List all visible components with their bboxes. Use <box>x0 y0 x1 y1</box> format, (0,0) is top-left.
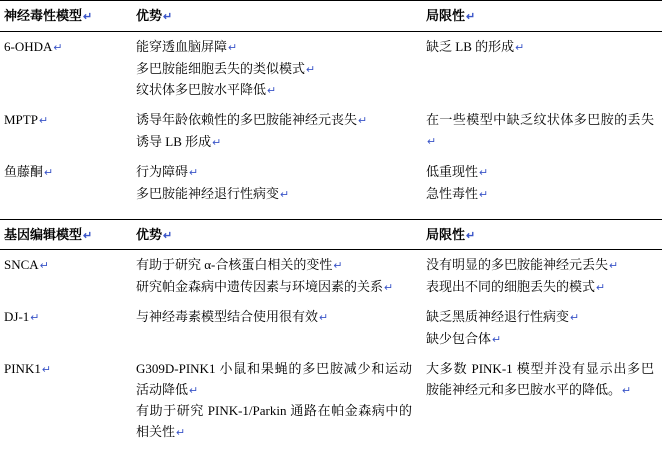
pilcrow-mark: ↵ <box>384 282 394 295</box>
cell-advantages <box>130 354 420 448</box>
pilcrow-mark: ↵ <box>189 166 199 179</box>
pilcrow-mark: ↵ <box>163 229 173 242</box>
pilcrow-mark: ↵ <box>176 427 186 440</box>
column-header-limitations <box>420 1 662 32</box>
advantage-text: 行为障碍 <box>136 163 189 179</box>
pilcrow-mark: ↵ <box>212 137 222 150</box>
limitation-text: 低重现性 <box>426 163 479 179</box>
cell-limitations <box>420 302 662 354</box>
model-name: DJ-1 <box>4 308 30 324</box>
limitation-text: 缺乏 LB 的形成 <box>426 38 515 54</box>
cell-limitations <box>420 157 662 209</box>
pilcrow-mark: ↵ <box>44 166 54 179</box>
column-header-model <box>0 1 130 32</box>
table-row <box>0 354 662 448</box>
cell-model <box>0 250 130 302</box>
model-name: MPTP <box>4 112 38 128</box>
pilcrow-mark: ↵ <box>479 188 489 201</box>
table-row <box>0 31 662 105</box>
pilcrow-mark: ↵ <box>53 41 63 54</box>
cell-limitations <box>420 31 662 105</box>
advantage-text: 纹状体多巴胺水平降低 <box>136 82 267 98</box>
table-row <box>0 157 662 209</box>
pilcrow-mark: ↵ <box>30 311 40 324</box>
table-gap <box>0 209 662 219</box>
pilcrow-mark: ↵ <box>319 311 329 324</box>
model-name: PINK1 <box>4 360 41 376</box>
pilcrow-mark: ↵ <box>41 363 52 376</box>
advantage-text: 诱导年龄依赖性的多巴胺能神经元丧失 <box>136 112 358 128</box>
pilcrow-mark: ↵ <box>466 11 476 23</box>
pilcrow-mark: ↵ <box>479 166 489 179</box>
cell-advantages <box>130 157 420 209</box>
advantage-text: 多巴胺能细胞丢失的类似模式 <box>136 60 306 76</box>
advantage-text: 有助于研究 α-合核蛋白相关的变性 <box>136 257 333 273</box>
header-text: 优势 <box>136 226 163 242</box>
cell-model <box>0 302 130 354</box>
header-text: 神经毒性模型 <box>4 8 83 23</box>
gene-edit-model-table <box>0 219 662 448</box>
table-header-row <box>0 1 662 32</box>
column-header-advantages <box>130 1 420 32</box>
pilcrow-mark: ↵ <box>570 311 580 324</box>
pilcrow-mark: ↵ <box>280 188 290 201</box>
header-text: 局限性 <box>426 226 466 242</box>
header-text: 基因编辑模型 <box>4 226 83 242</box>
pilcrow-mark: ↵ <box>515 41 525 54</box>
limitation-text: 没有明显的多巴胺能神经元丢失 <box>426 257 609 273</box>
advantage-text: 多巴胺能神经退行性病变 <box>136 185 280 201</box>
pilcrow-mark: ↵ <box>83 229 93 242</box>
cell-advantages <box>130 105 420 157</box>
cell-limitations <box>420 354 662 448</box>
advantage-text: 与神经毒素模型结合使用很有效 <box>136 308 319 324</box>
cell-advantages <box>130 31 420 105</box>
pilcrow-mark: ↵ <box>189 384 199 397</box>
cell-model <box>0 157 130 209</box>
neurotoxin-model-table <box>0 0 662 209</box>
model-name: 6-OHDA <box>4 38 53 54</box>
cell-model <box>0 31 130 105</box>
pilcrow-mark: ↵ <box>622 384 632 397</box>
cell-model <box>0 354 130 448</box>
pilcrow-mark: ↵ <box>466 229 476 242</box>
header-text: 优势 <box>136 8 163 23</box>
cell-model <box>0 105 130 157</box>
pilcrow-mark: ↵ <box>163 11 173 23</box>
pilcrow-mark: ↵ <box>333 260 343 273</box>
advantage-text: 能穿透血脑屏障 <box>136 38 228 54</box>
header-text: 局限性 <box>426 8 466 23</box>
pilcrow-mark: ↵ <box>492 333 502 346</box>
table-row <box>0 302 662 354</box>
pilcrow-mark: ↵ <box>39 260 49 273</box>
pilcrow-mark: ↵ <box>609 260 619 273</box>
pilcrow-mark: ↵ <box>83 11 93 23</box>
limitation-text: 在一些模型中缺乏纹状体多巴胺的丢失 <box>426 112 654 128</box>
pilcrow-mark: ↵ <box>596 282 606 295</box>
cell-limitations <box>420 250 662 302</box>
advantage-text: 有助于研究 PINK-1/Parkin 通路在帕金森病中的相关性 <box>136 403 412 440</box>
pilcrow-mark: ↵ <box>358 115 368 128</box>
cell-advantages <box>130 302 420 354</box>
limitation-text: 表现出不同的细胞丢失的模式 <box>426 279 596 295</box>
pilcrow-mark: ↵ <box>228 41 238 54</box>
table-row <box>0 105 662 157</box>
advantage-text: 研究帕金森病中遗传因素与环境因素的关系 <box>136 279 384 295</box>
pilcrow-mark: ↵ <box>427 136 437 149</box>
model-name: SNCA <box>4 257 39 273</box>
cell-limitations <box>420 105 662 157</box>
cell-advantages <box>130 250 420 302</box>
limitation-text: 缺少包合体 <box>426 330 492 346</box>
limitation-text: 缺乏黑质神经退行性病变 <box>426 308 570 324</box>
pilcrow-mark: ↵ <box>38 115 49 128</box>
table-header-row <box>0 219 662 250</box>
model-name: 鱼藤酮 <box>4 163 44 179</box>
column-header-advantages <box>130 219 420 250</box>
pilcrow-mark: ↵ <box>267 85 277 98</box>
limitation-text: 大多数 PINK-1 模型并没有显示出多巴胺能神经元和多巴胺水平的降低。 <box>426 360 654 397</box>
advantage-text: 诱导 LB 形成 <box>136 134 212 150</box>
table-row <box>0 250 662 302</box>
advantage-text: G309D-PINK1 小鼠和果蝇的多巴胺减少和运动活动降低 <box>136 360 412 397</box>
limitation-text: 急性毒性 <box>426 185 479 201</box>
pilcrow-mark: ↵ <box>306 63 316 76</box>
column-header-model <box>0 219 130 250</box>
column-header-limitations <box>420 219 662 250</box>
